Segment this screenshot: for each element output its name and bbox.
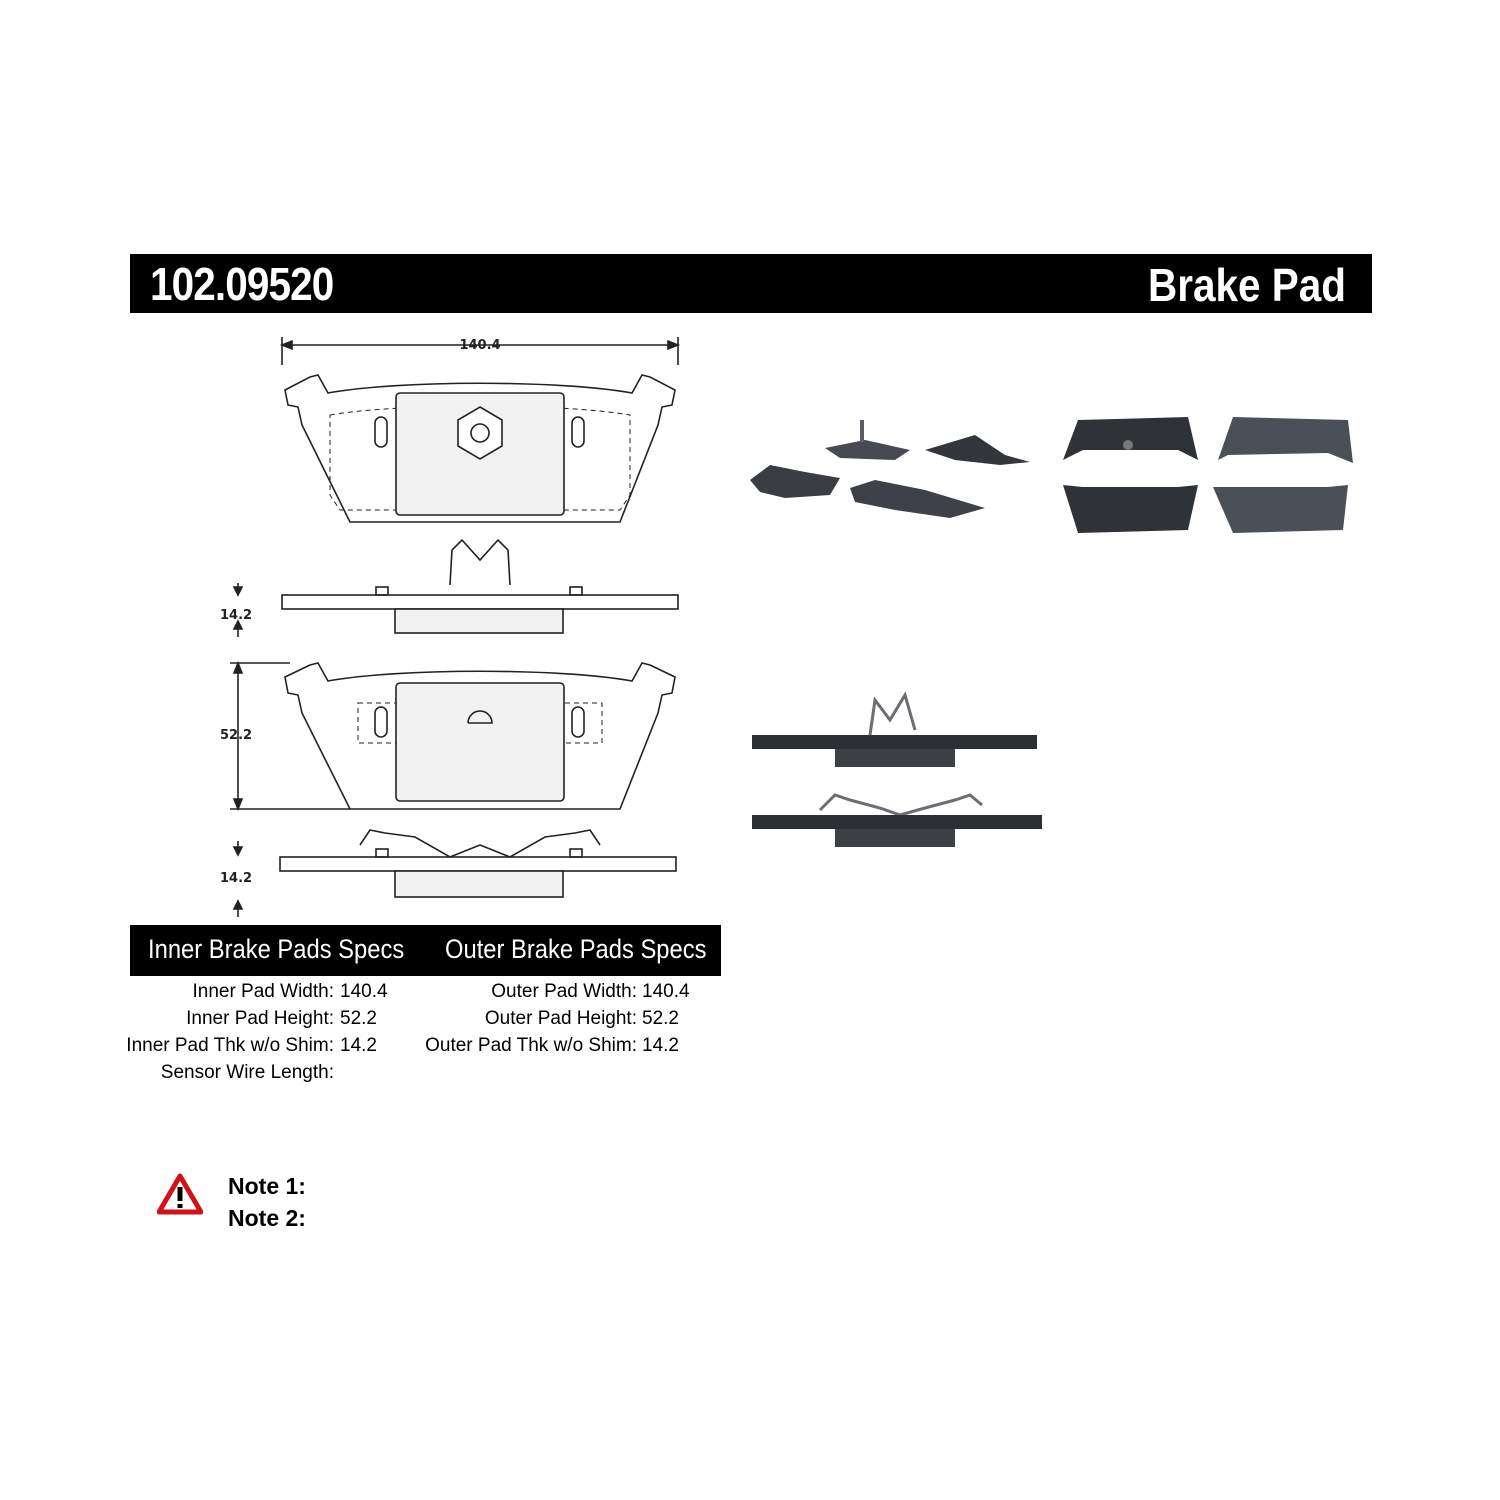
warning-icon	[157, 1173, 203, 1215]
pad-set-front-photo	[1058, 405, 1358, 545]
header-bar	[130, 254, 1372, 313]
inner-specs-title: Inner Brake Pads Specs	[148, 934, 405, 964]
notes	[228, 1170, 306, 1234]
pad-side-profile-photo	[750, 690, 1050, 860]
specs-header-bar	[130, 925, 721, 976]
height-label: 52.2	[220, 728, 253, 743]
technical-drawing	[200, 325, 700, 920]
pad-set-angled-photo	[745, 410, 1045, 530]
note-2: Note 2:	[228, 1205, 306, 1231]
pad-side-bottom	[360, 830, 600, 857]
part-number: 102.09520	[150, 258, 334, 310]
thickness-top-label: 14.2	[220, 608, 253, 623]
outer-specs-title: Outer Brake Pads Specs	[445, 934, 707, 964]
note-1: Note 1:	[228, 1173, 306, 1199]
width-label: 140.4	[459, 338, 501, 353]
thickness-bottom-label: 14.2	[220, 871, 253, 886]
product-name: Brake Pad	[1147, 259, 1346, 311]
pad-side-top	[450, 540, 510, 585]
